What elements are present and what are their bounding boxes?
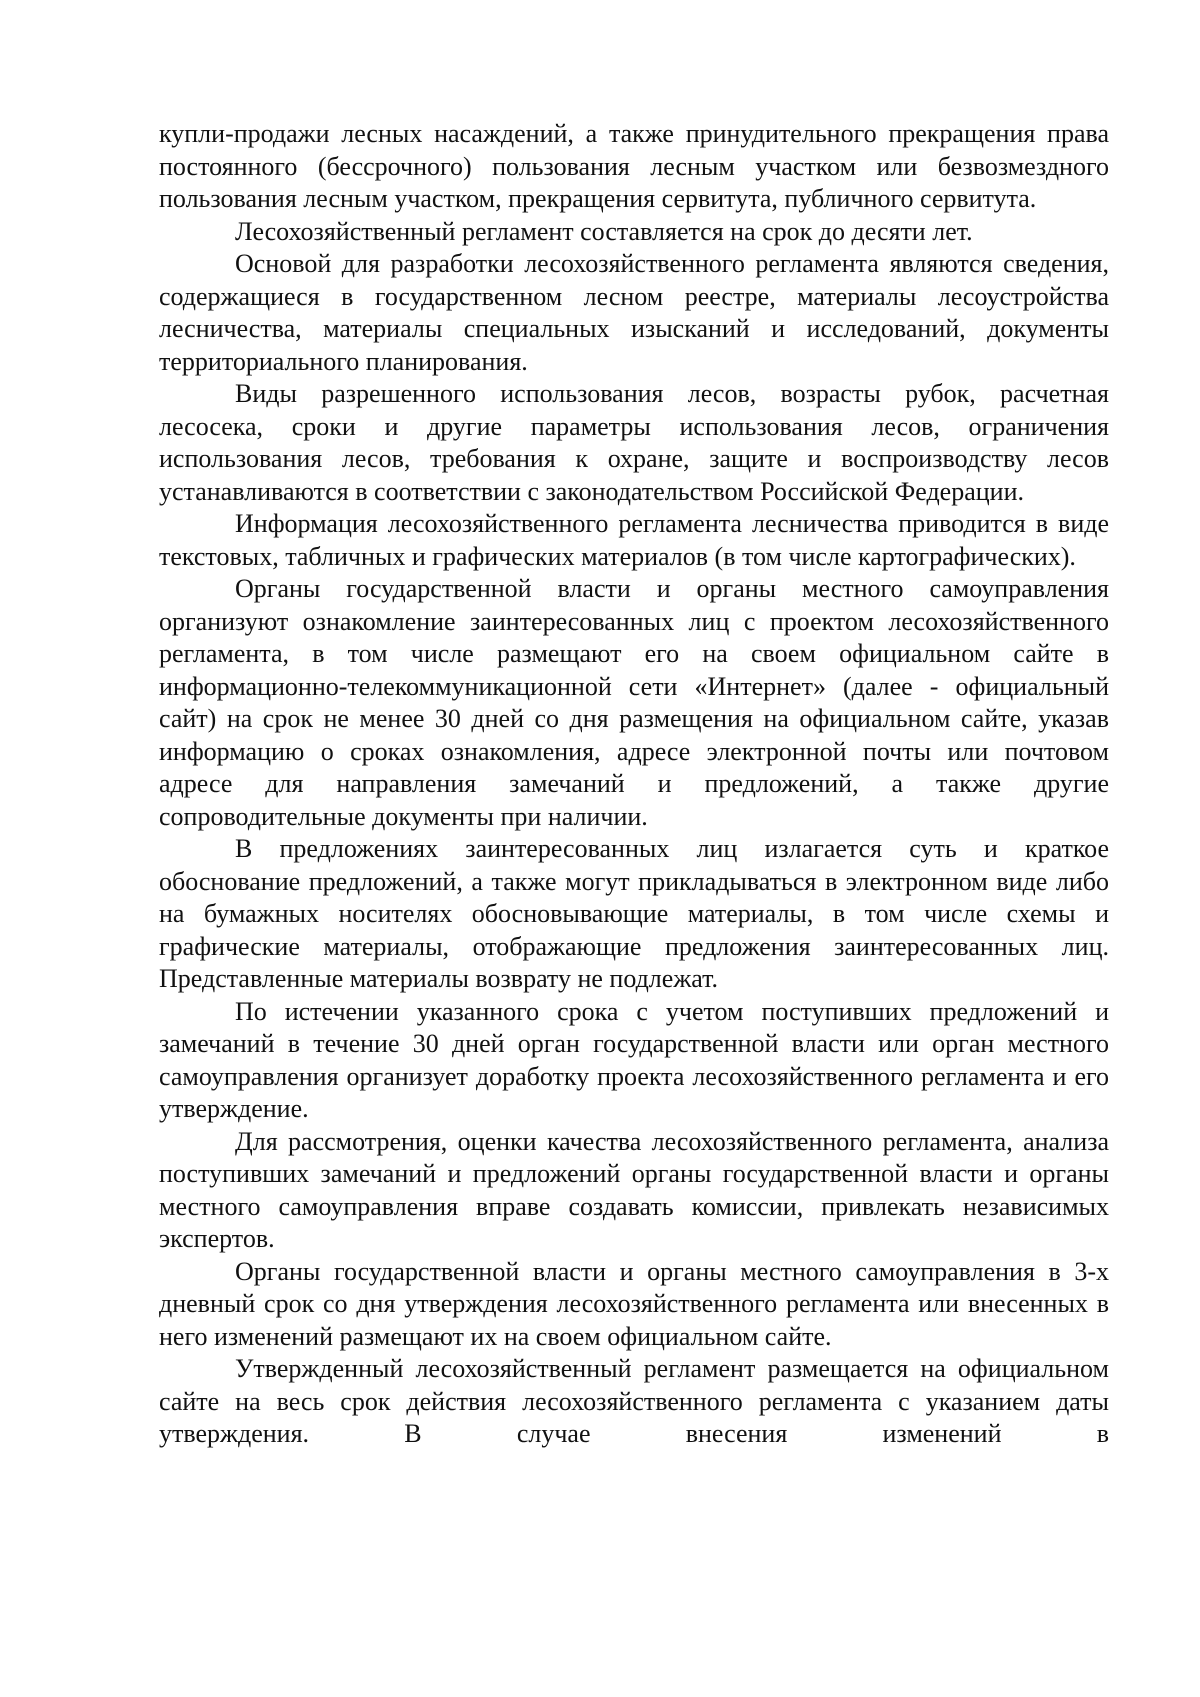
paragraph-4: Виды разрешенного использования лесов, возрасты рубок, расчетная лесосека, сроки и другие параметры использования лесов, ограничения использования лесов, требования к охране, защите и воспроизводству лесов устанавливаются в соответствии с законодательством Российской Федерации. — [159, 379, 1109, 506]
paragraph-1: купли-продажи лесных насаждений, а также принудительного прекращения права постоянного (бессрочного) пользования лесным участком или безвозмездного пользования лесным участком, прекращения сервитута, публичного сервитута. — [159, 119, 1109, 213]
paragraph-10: Органы государственной власти и органы местного самоуправления в 3-х дневный срок со дня утверждения лесохозяйственного регламента или внесенных в него изменений размещают их на своем официальном сайте. — [159, 1256, 1109, 1351]
paragraph-3: Основой для разработки лесохозяйственного регламента являются сведения, содержащиеся в государственном лесном реестре, материалы лесоустройства лесничества, материалы специальных изысканий и исследований, документы территориального планирования. — [159, 249, 1109, 376]
paragraph-9: Для рассмотрения, оценки качества лесохозяйственного регламента, анализа поступивших замечаний и предложений органы государственной власти и органы местного самоуправления вправе создавать комиссии, привлекать независимых экспертов. — [159, 1126, 1109, 1253]
paragraph-2: Лесохозяйственный регламент составляется на срок до десяти лет. — [235, 216, 973, 246]
paragraph-8: По истечении указанного срока с учетом поступивших предложений и замечаний в течение 30 дней орган государственной власти или орган местного самоуправления организует доработку проекта лесохозяйственного регламента и его утверждение. — [159, 996, 1109, 1123]
paragraph-6: Органы государственной власти и органы местного самоуправления организуют ознакомление заинтересованных лиц с проектом лесохозяйственного регламента, в том числе размещают его на своем официальном сайте в информационно-телекоммуникационной сети «Интернет» (далее - официальный сайт) на срок не менее 30 дней со дня размещения на официальном сайте, указав информацию о сроках ознакомления, адресе электронной почты или почтовом адресе для направления замечаний и предложений, а также другие сопроводительные документы при наличии. — [159, 574, 1109, 831]
paragraph-11: Утвержденный лесохозяйственный регламент размещается на официальном сайте на весь срок действия лесохозяйственного регламента с указанием даты утверждения. В случае внесения изменений в — [159, 1354, 1109, 1448]
paragraph-7: В предложениях заинтересованных лиц излагается суть и краткое обоснование предложений, а также могут прикладываться в электронном виде либо на бумажных носителях обосновывающие материалы, в том числе схемы и графические материалы, отображающие предложения заинтересованных лиц. Представленные материалы возврату не подлежат. — [159, 834, 1109, 993]
document-page — [159, 118, 1109, 1451]
paragraph-5: Информация лесохозяйственного регламента лесничества приводится в виде текстовых, табличных и графических материалов (в том числе картографических). — [159, 509, 1109, 571]
